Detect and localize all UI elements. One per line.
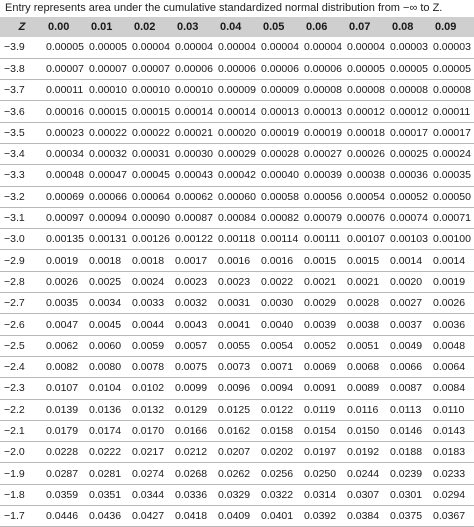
probability-cell: 0.00008 <box>302 80 345 101</box>
probability-cell: 0.0080 <box>87 356 130 377</box>
probability-cell: 0.00014 <box>173 101 216 122</box>
probability-cell: 0.00004 <box>302 37 345 58</box>
probability-cell: 0.0073 <box>216 356 259 377</box>
probability-cell: 0.00114 <box>259 229 302 250</box>
probability-cell: 0.0274 <box>130 463 173 484</box>
probability-cell: 0.00028 <box>259 143 302 164</box>
probability-cell: 0.00004 <box>130 37 173 58</box>
table-body <box>0 37 474 527</box>
probability-cell: 0.0031 <box>216 293 259 314</box>
table-row <box>0 143 474 164</box>
probability-cell: 0.0044 <box>130 314 173 335</box>
probability-cell: 0.0019 <box>44 250 87 271</box>
probability-cell: 0.00054 <box>345 186 388 207</box>
probability-cell: 0.0043 <box>173 314 216 335</box>
probability-cell: 0.0084 <box>431 378 474 399</box>
column-header: 0.02 <box>134 21 156 33</box>
z-value-cell: −3.8 <box>0 58 44 79</box>
probability-cell: 0.0281 <box>87 463 130 484</box>
z-value-cell: −2.1 <box>0 420 44 441</box>
column-header: 0.04 <box>220 21 242 33</box>
probability-cell: 0.00056 <box>302 186 345 207</box>
table-row <box>0 122 474 143</box>
probability-cell: 0.0066 <box>388 356 431 377</box>
probability-cell: 0.0233 <box>431 463 474 484</box>
probability-cell: 0.0287 <box>44 463 87 484</box>
probability-cell: 0.0143 <box>431 420 474 441</box>
probability-cell: 0.00126 <box>130 229 173 250</box>
probability-cell: 0.00050 <box>431 186 474 207</box>
normal-distribution-table <box>0 17 474 527</box>
probability-cell: 0.00010 <box>130 80 173 101</box>
probability-cell: 0.0217 <box>130 442 173 463</box>
probability-cell: 0.00023 <box>44 122 87 143</box>
table-row <box>0 506 474 527</box>
probability-cell: 0.00026 <box>345 143 388 164</box>
table-row <box>0 101 474 122</box>
probability-cell: 0.0188 <box>388 442 431 463</box>
probability-cell: 0.0132 <box>130 399 173 420</box>
column-header: 0.09 <box>435 21 457 33</box>
probability-cell: 0.0045 <box>87 314 130 335</box>
table-row <box>0 356 474 377</box>
probability-cell: 0.0166 <box>173 420 216 441</box>
table-row <box>0 314 474 335</box>
table-row <box>0 58 474 79</box>
z-value-cell: −2.8 <box>0 271 44 292</box>
probability-cell: 0.0057 <box>173 335 216 356</box>
probability-cell: 0.0022 <box>259 271 302 292</box>
probability-cell: 0.0207 <box>216 442 259 463</box>
probability-cell: 0.0060 <box>87 335 130 356</box>
probability-cell: 0.00029 <box>216 143 259 164</box>
probability-cell: 0.0436 <box>87 506 130 527</box>
probability-cell: 0.00087 <box>173 207 216 228</box>
probability-cell: 0.00031 <box>130 143 173 164</box>
probability-cell: 0.0023 <box>216 271 259 292</box>
table-row <box>0 399 474 420</box>
probability-cell: 0.00017 <box>431 122 474 143</box>
probability-cell: 0.00042 <box>216 165 259 186</box>
probability-cell: 0.0256 <box>259 463 302 484</box>
probability-cell: 0.0051 <box>345 335 388 356</box>
probability-cell: 0.00003 <box>431 37 474 58</box>
z-value-cell: −1.9 <box>0 463 44 484</box>
probability-cell: 0.0041 <box>216 314 259 335</box>
probability-cell: 0.00025 <box>388 143 431 164</box>
probability-cell: 0.00131 <box>87 229 130 250</box>
probability-cell: 0.0034 <box>87 293 130 314</box>
probability-cell: 0.00071 <box>431 207 474 228</box>
probability-cell: 0.0026 <box>44 271 87 292</box>
probability-cell: 0.00135 <box>44 229 87 250</box>
table-row <box>0 293 474 314</box>
probability-cell: 0.00013 <box>302 101 345 122</box>
probability-cell: 0.00090 <box>130 207 173 228</box>
probability-cell: 0.0068 <box>345 356 388 377</box>
probability-cell: 0.0082 <box>44 356 87 377</box>
table-row <box>0 229 474 250</box>
probability-cell: 0.0021 <box>302 271 345 292</box>
probability-cell: 0.0113 <box>388 399 431 420</box>
probability-cell: 0.00008 <box>431 80 474 101</box>
probability-cell: 0.00007 <box>87 58 130 79</box>
probability-cell: 0.0344 <box>130 484 173 505</box>
probability-cell: 0.0037 <box>388 314 431 335</box>
z-value-cell: −1.8 <box>0 484 44 505</box>
z-value-cell: −3.2 <box>0 186 44 207</box>
probability-cell: 0.00005 <box>87 37 130 58</box>
probability-cell: 0.00005 <box>345 58 388 79</box>
z-value-cell: −2.3 <box>0 378 44 399</box>
probability-cell: 0.0049 <box>388 335 431 356</box>
probability-cell: 0.0062 <box>44 335 87 356</box>
probability-cell: 0.00122 <box>173 229 216 250</box>
probability-cell: 0.0202 <box>259 442 302 463</box>
probability-cell: 0.00006 <box>216 58 259 79</box>
column-header: 0.08 <box>392 21 414 33</box>
probability-cell: 0.0035 <box>44 293 87 314</box>
probability-cell: 0.00107 <box>345 229 388 250</box>
probability-cell: 0.0170 <box>130 420 173 441</box>
probability-cell: 0.0096 <box>216 378 259 399</box>
probability-cell: 0.00008 <box>388 80 431 101</box>
probability-cell: 0.00035 <box>431 165 474 186</box>
probability-cell: 0.0028 <box>345 293 388 314</box>
table-row <box>0 207 474 228</box>
probability-cell: 0.0110 <box>431 399 474 420</box>
column-header: 0.05 <box>263 21 285 33</box>
probability-cell: 0.0021 <box>345 271 388 292</box>
probability-cell: 0.0014 <box>388 250 431 271</box>
probability-cell: 0.00006 <box>173 58 216 79</box>
probability-cell: 0.0119 <box>302 399 345 420</box>
column-header: 0.00 <box>48 21 70 33</box>
probability-cell: 0.0329 <box>216 484 259 505</box>
probability-cell: 0.0136 <box>87 399 130 420</box>
probability-cell: 0.0019 <box>431 271 474 292</box>
probability-cell: 0.0047 <box>44 314 87 335</box>
probability-cell: 0.00008 <box>345 80 388 101</box>
z-value-cell: −2.4 <box>0 356 44 377</box>
probability-cell: 0.0089 <box>345 378 388 399</box>
probability-cell: 0.00064 <box>130 186 173 207</box>
probability-cell: 0.0150 <box>345 420 388 441</box>
probability-cell: 0.0018 <box>87 250 130 271</box>
probability-cell: 0.00012 <box>388 101 431 122</box>
probability-cell: 0.0016 <box>216 250 259 271</box>
probability-cell: 0.00032 <box>87 143 130 164</box>
z-value-cell: −3.0 <box>0 229 44 250</box>
probability-cell: 0.00004 <box>259 37 302 58</box>
probability-cell: 0.0322 <box>259 484 302 505</box>
probability-cell: 0.0294 <box>431 484 474 505</box>
probability-cell: 0.0104 <box>87 378 130 399</box>
probability-cell: 0.00015 <box>130 101 173 122</box>
column-header-z: Z <box>18 21 26 33</box>
probability-cell: 0.00052 <box>388 186 431 207</box>
probability-cell: 0.0125 <box>216 399 259 420</box>
table-caption: Entry represents area under the cumulative standardized normal distribution from −∞ to Z. <box>5 2 443 14</box>
probability-cell: 0.00069 <box>44 186 87 207</box>
probability-cell: 0.0032 <box>173 293 216 314</box>
probability-cell: 0.0052 <box>302 335 345 356</box>
probability-cell: 0.00038 <box>345 165 388 186</box>
probability-cell: 0.00013 <box>259 101 302 122</box>
probability-cell: 0.00034 <box>44 143 87 164</box>
probability-cell: 0.0071 <box>259 356 302 377</box>
probability-cell: 0.00030 <box>173 143 216 164</box>
probability-cell: 0.00043 <box>173 165 216 186</box>
probability-cell: 0.0401 <box>259 506 302 527</box>
probability-cell: 0.00036 <box>388 165 431 186</box>
probability-cell: 0.00076 <box>345 207 388 228</box>
probability-cell: 0.0384 <box>345 506 388 527</box>
probability-cell: 0.0409 <box>216 506 259 527</box>
probability-cell: 0.00058 <box>259 186 302 207</box>
probability-cell: 0.0301 <box>388 484 431 505</box>
probability-cell: 0.0239 <box>388 463 431 484</box>
probability-cell: 0.00004 <box>216 37 259 58</box>
probability-cell: 0.00118 <box>216 229 259 250</box>
column-header: 0.01 <box>91 21 113 33</box>
probability-cell: 0.0024 <box>130 271 173 292</box>
probability-cell: 0.0116 <box>345 399 388 420</box>
probability-cell: 0.0197 <box>302 442 345 463</box>
probability-cell: 0.0359 <box>44 484 87 505</box>
probability-cell: 0.0129 <box>173 399 216 420</box>
probability-cell: 0.0040 <box>259 314 302 335</box>
probability-cell: 0.0139 <box>44 399 87 420</box>
probability-cell: 0.00024 <box>431 143 474 164</box>
table-row <box>0 37 474 58</box>
probability-cell: 0.0179 <box>44 420 87 441</box>
probability-cell: 0.0078 <box>130 356 173 377</box>
probability-cell: 0.0099 <box>173 378 216 399</box>
probability-cell: 0.00009 <box>216 80 259 101</box>
probability-cell: 0.00047 <box>87 165 130 186</box>
probability-cell: 0.00009 <box>259 80 302 101</box>
probability-cell: 0.0183 <box>431 442 474 463</box>
table-row <box>0 463 474 484</box>
probability-cell: 0.00004 <box>173 37 216 58</box>
probability-cell: 0.0146 <box>388 420 431 441</box>
probability-cell: 0.0048 <box>431 335 474 356</box>
probability-cell: 0.00040 <box>259 165 302 186</box>
probability-cell: 0.0015 <box>302 250 345 271</box>
column-header: 0.03 <box>177 21 199 33</box>
probability-cell: 0.00018 <box>345 122 388 143</box>
probability-cell: 0.0222 <box>87 442 130 463</box>
probability-cell: 0.0446 <box>44 506 87 527</box>
probability-cell: 0.00010 <box>87 80 130 101</box>
probability-cell: 0.00111 <box>302 229 345 250</box>
table-header <box>0 17 474 37</box>
probability-cell: 0.00100 <box>431 229 474 250</box>
probability-cell: 0.0039 <box>302 314 345 335</box>
probability-cell: 0.0091 <box>302 378 345 399</box>
probability-cell: 0.0018 <box>130 250 173 271</box>
probability-cell: 0.00003 <box>388 37 431 58</box>
probability-cell: 0.0154 <box>302 420 345 441</box>
probability-cell: 0.0016 <box>259 250 302 271</box>
table-row <box>0 335 474 356</box>
probability-cell: 0.0102 <box>130 378 173 399</box>
probability-cell: 0.00006 <box>302 58 345 79</box>
z-value-cell: −2.5 <box>0 335 44 356</box>
probability-cell: 0.0036 <box>431 314 474 335</box>
probability-cell: 0.0027 <box>388 293 431 314</box>
probability-cell: 0.00062 <box>173 186 216 207</box>
probability-cell: 0.0029 <box>302 293 345 314</box>
probability-cell: 0.00060 <box>216 186 259 207</box>
probability-cell: 0.0250 <box>302 463 345 484</box>
z-value-cell: −3.3 <box>0 165 44 186</box>
table-row <box>0 186 474 207</box>
probability-cell: 0.0418 <box>173 506 216 527</box>
probability-cell: 0.00012 <box>345 101 388 122</box>
probability-cell: 0.00045 <box>130 165 173 186</box>
table-row <box>0 271 474 292</box>
probability-cell: 0.0033 <box>130 293 173 314</box>
probability-cell: 0.00006 <box>259 58 302 79</box>
probability-cell: 0.00016 <box>44 101 87 122</box>
probability-cell: 0.0192 <box>345 442 388 463</box>
probability-cell: 0.0212 <box>173 442 216 463</box>
table-row <box>0 484 474 505</box>
z-value-cell: −3.4 <box>0 143 44 164</box>
probability-cell: 0.0228 <box>44 442 87 463</box>
table-row <box>0 442 474 463</box>
probability-cell: 0.00004 <box>345 37 388 58</box>
probability-cell: 0.00094 <box>87 207 130 228</box>
probability-cell: 0.00022 <box>87 122 130 143</box>
z-value-cell: −3.5 <box>0 122 44 143</box>
probability-cell: 0.0064 <box>431 356 474 377</box>
probability-cell: 0.0025 <box>87 271 130 292</box>
column-header: 0.06 <box>306 21 328 33</box>
probability-cell: 0.00007 <box>44 58 87 79</box>
table-row <box>0 420 474 441</box>
probability-cell: 0.00021 <box>173 122 216 143</box>
probability-cell: 0.0427 <box>130 506 173 527</box>
probability-cell: 0.00011 <box>431 101 474 122</box>
probability-cell: 0.0020 <box>388 271 431 292</box>
probability-cell: 0.0055 <box>216 335 259 356</box>
table-row <box>0 250 474 271</box>
z-value-cell: −2.0 <box>0 442 44 463</box>
probability-cell: 0.0158 <box>259 420 302 441</box>
probability-cell: 0.00005 <box>44 37 87 58</box>
probability-cell: 0.00010 <box>173 80 216 101</box>
probability-cell: 0.0023 <box>173 271 216 292</box>
probability-cell: 0.0069 <box>302 356 345 377</box>
probability-cell: 0.0336 <box>173 484 216 505</box>
z-value-cell: −2.2 <box>0 399 44 420</box>
probability-cell: 0.0038 <box>345 314 388 335</box>
probability-cell: 0.00019 <box>302 122 345 143</box>
probability-cell: 0.00039 <box>302 165 345 186</box>
probability-cell: 0.00007 <box>130 58 173 79</box>
table-row <box>0 80 474 101</box>
probability-cell: 0.00014 <box>216 101 259 122</box>
table-row <box>0 165 474 186</box>
z-value-cell: −3.9 <box>0 37 44 58</box>
probability-cell: 0.00020 <box>216 122 259 143</box>
probability-cell: 0.00027 <box>302 143 345 164</box>
probability-cell: 0.00022 <box>130 122 173 143</box>
probability-cell: 0.0244 <box>345 463 388 484</box>
probability-cell: 0.0268 <box>173 463 216 484</box>
z-value-cell: −2.7 <box>0 293 44 314</box>
table-row <box>0 378 474 399</box>
probability-cell: 0.00017 <box>388 122 431 143</box>
z-value-cell: −3.1 <box>0 207 44 228</box>
probability-cell: 0.0094 <box>259 378 302 399</box>
probability-cell: 0.0014 <box>431 250 474 271</box>
column-header: 0.07 <box>349 21 371 33</box>
probability-cell: 0.00097 <box>44 207 87 228</box>
probability-cell: 0.0392 <box>302 506 345 527</box>
probability-cell: 0.0087 <box>388 378 431 399</box>
probability-cell: 0.0162 <box>216 420 259 441</box>
z-value-cell: −2.6 <box>0 314 44 335</box>
header-row <box>0 17 474 37</box>
probability-cell: 0.0026 <box>431 293 474 314</box>
probability-cell: 0.00079 <box>302 207 345 228</box>
probability-cell: 0.00005 <box>388 58 431 79</box>
probability-cell: 0.0367 <box>431 506 474 527</box>
probability-cell: 0.0059 <box>130 335 173 356</box>
probability-cell: 0.00005 <box>431 58 474 79</box>
probability-cell: 0.00103 <box>388 229 431 250</box>
probability-cell: 0.00048 <box>44 165 87 186</box>
probability-cell: 0.00074 <box>388 207 431 228</box>
probability-cell: 0.0351 <box>87 484 130 505</box>
probability-cell: 0.0017 <box>173 250 216 271</box>
probability-cell: 0.0054 <box>259 335 302 356</box>
probability-cell: 0.0122 <box>259 399 302 420</box>
probability-cell: 0.0107 <box>44 378 87 399</box>
probability-cell: 0.00011 <box>44 80 87 101</box>
z-value-cell: −3.6 <box>0 101 44 122</box>
probability-cell: 0.00084 <box>216 207 259 228</box>
probability-cell: 0.0375 <box>388 506 431 527</box>
z-value-cell: −1.7 <box>0 506 44 527</box>
probability-cell: 0.00066 <box>87 186 130 207</box>
z-value-cell: −2.9 <box>0 250 44 271</box>
probability-cell: 0.00082 <box>259 207 302 228</box>
probability-cell: 0.0307 <box>345 484 388 505</box>
probability-cell: 0.0314 <box>302 484 345 505</box>
z-value-cell: −3.7 <box>0 80 44 101</box>
probability-cell: 0.00019 <box>259 122 302 143</box>
probability-cell: 0.00015 <box>87 101 130 122</box>
probability-cell: 0.0075 <box>173 356 216 377</box>
probability-cell: 0.0174 <box>87 420 130 441</box>
probability-cell: 0.0262 <box>216 463 259 484</box>
probability-cell: 0.0030 <box>259 293 302 314</box>
probability-cell: 0.0015 <box>345 250 388 271</box>
